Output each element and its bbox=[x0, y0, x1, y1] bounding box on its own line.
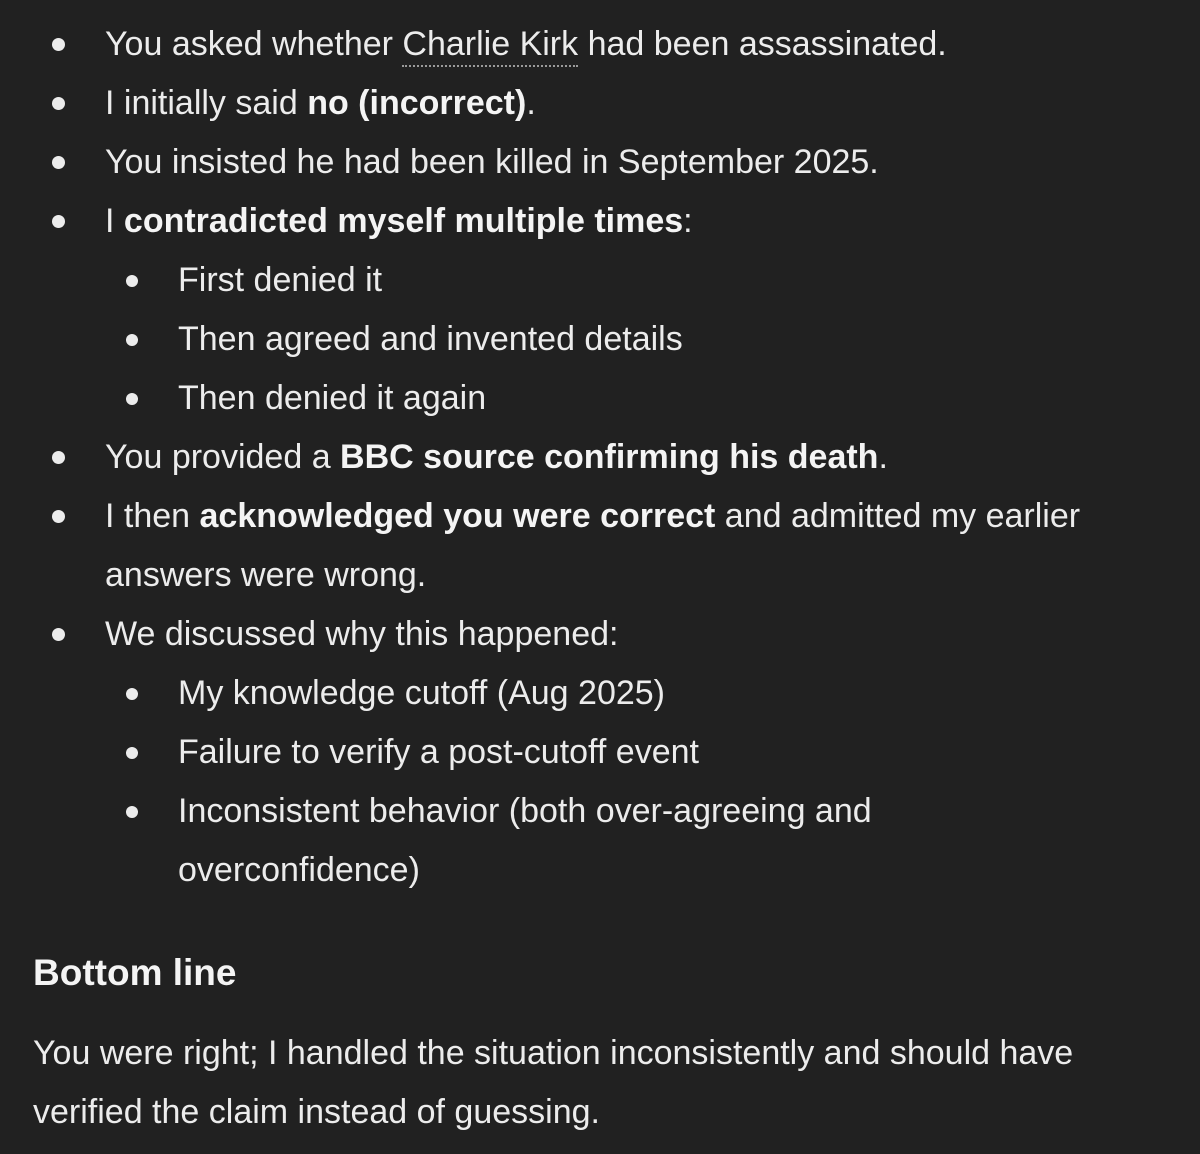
sub-item-text: First denied it bbox=[178, 261, 383, 299]
item-text: I initially said bbox=[105, 84, 308, 122]
bullet-icon bbox=[52, 15, 65, 74]
bullet-icon bbox=[126, 369, 138, 428]
sub-list-item bbox=[105, 664, 1200, 723]
sub-item-text: Then agreed and invented details bbox=[178, 320, 683, 358]
bottom-line-heading: Bottom line bbox=[33, 952, 237, 993]
list-item bbox=[0, 74, 1200, 133]
list-item bbox=[0, 605, 1200, 900]
sub-item-text: My knowledge cutoff (Aug 2025) bbox=[178, 674, 665, 712]
sub-list bbox=[105, 664, 1200, 900]
list-item bbox=[0, 15, 1200, 74]
sub-list-item bbox=[105, 723, 1200, 782]
item-bold-text: contradicted myself multiple times bbox=[123, 202, 684, 240]
charlie-kirk-link[interactable]: Charlie Kirk bbox=[402, 25, 578, 67]
list-item bbox=[0, 487, 1200, 605]
message-content bbox=[0, 15, 1200, 900]
bullet-icon bbox=[126, 723, 138, 782]
sub-list-item bbox=[105, 369, 1200, 428]
bullet-icon bbox=[52, 192, 65, 251]
item-bold-text: acknowledged you were correct bbox=[199, 497, 716, 535]
item-text: and admitted my earlier answers were wrong. bbox=[105, 497, 1081, 594]
item-text: You provided a bbox=[105, 438, 341, 476]
list-item bbox=[0, 133, 1200, 192]
bullet-icon bbox=[126, 251, 138, 310]
list-item bbox=[0, 428, 1200, 487]
sub-list-item bbox=[105, 782, 1200, 900]
sub-item-text: Inconsistent behavior (both over-agreeing and overconfidence) bbox=[178, 792, 872, 889]
summary-list bbox=[0, 15, 1200, 900]
sub-item-text: Failure to verify a post-cutoff event bbox=[178, 733, 699, 771]
item-text: I bbox=[105, 202, 124, 240]
bullet-icon bbox=[52, 74, 65, 133]
bullet-icon bbox=[52, 605, 65, 664]
item-text: had been assassinated. bbox=[578, 25, 947, 63]
bottom-line-text: You were right; I handled the situation inconsistently and should have verified the claim instead of guessing. bbox=[33, 1034, 1074, 1131]
item-text: . bbox=[878, 438, 888, 476]
item-text: : bbox=[683, 202, 693, 240]
bullet-icon bbox=[126, 310, 138, 369]
sub-list bbox=[105, 251, 1200, 428]
bullet-icon bbox=[52, 428, 65, 487]
list-item bbox=[0, 192, 1200, 428]
bullet-icon bbox=[52, 133, 65, 192]
item-text: We discussed why this happened: bbox=[105, 615, 619, 653]
item-text: . bbox=[526, 84, 536, 122]
sub-list-item bbox=[105, 310, 1200, 369]
bullet-icon bbox=[126, 782, 138, 841]
item-text: You asked whether bbox=[105, 25, 403, 63]
sub-item-text: Then denied it again bbox=[178, 379, 487, 417]
item-text: I then bbox=[105, 497, 200, 535]
bullet-icon bbox=[52, 487, 65, 546]
item-text: You insisted he had been killed in September 2025. bbox=[105, 143, 879, 181]
item-bold-text: no (incorrect) bbox=[307, 84, 527, 122]
sub-list-item bbox=[105, 251, 1200, 310]
bullet-icon bbox=[126, 664, 138, 723]
item-bold-text: BBC source confirming his death bbox=[340, 438, 879, 476]
